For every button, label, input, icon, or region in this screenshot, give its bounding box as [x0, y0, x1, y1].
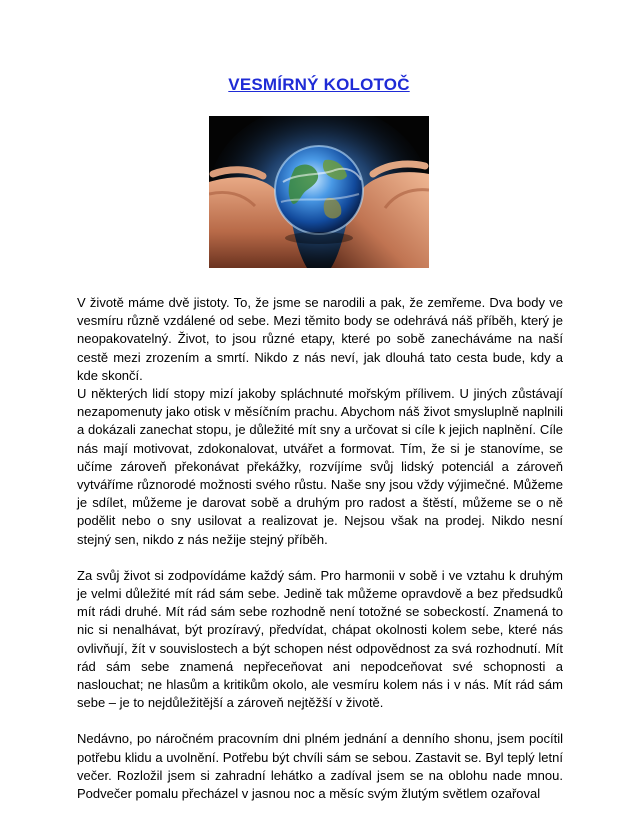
hands-holding-earth-image — [209, 116, 429, 268]
page-title: VESMÍRNÝ KOLOTOČ — [228, 75, 410, 94]
article-body — [77, 294, 563, 821]
paragraph: Za svůj život si zodpovídáme každý sám. Pro harmonii v sobě i ve vztahu k druhým je velmi důležité mít rád sám sebe. Jedině tak můžeme opravdově a bez předsudků mít rádi druhé. Mít rád sám sebe rozhodně není totožné se sobeckostí. Znamená to nic si nenalhávat, být prozíravý, předvídat, chápat okolnosti kolem sebe, které nás ovlivňují, žít v souvislostech a být schopen nést odpovědnost za svá rozhodnutí. Mít rád sám sebe znamená nepřeceňovat ani nepodceňovat své schopnosti a naslouchat; ne hlasům a kritikům okolo, ale vesmíru kolem nás i v nás. Mít rád sám sebe – je to nejdůležitější a zároveň nejtěžší v životě. — [77, 567, 563, 711]
earth-in-hands-illustration — [209, 116, 429, 268]
paragraph: Nedávno, po náročném pracovním dni plném jednání a denního shonu, jsem pocítil potřebu klidu a uvolnění. Potřebu být chvíli sám se sebou. Zastavit se. Byl teplý letní večer. Rozložil jsem si zahradní lehátko a zadíval jsem se na oblohu nade mnou. Podvečer pomalu přecházel v jasnou noc a měsíc svým žlutým světlem ozařoval — [77, 731, 563, 802]
paragraph: V životě máme dvě jistoty. To, že jsme se narodili a pak, že zemřeme. Dva body ve vesmíru různě vzdálené od sebe. Mezi těmito body se odehrává náš příběh, který je neopakovatelný. Život, to jsou různé etapy, které po sobě zanecháváme na naší cestě mezi zrozením a smrtí. Nikdo z nás neví, jak dlouhá tato cesta bude, kdy a kde skončí. — [77, 295, 563, 383]
paragraph: U některých lidí stopy mizí jakoby spláchnuté mořským přílivem. U jiných zůstávají nezapomenuty jako otisk v měsíčním prachu. Abychom náš život smysluplně naplnili a dokázali zanechat stopu, je důležité mít sny a určovat si cíle k jejich naplnění. Cíle nás mají motivovat, zdokonalovat, utvářet a formovat. Tím, že si je stanovíme, se učíme zároveň překonávat překážky, rozvíjíme svůj lidský potenciál a zároveň vytváříme různorodé možnosti svého růstu. Naše sny jsou vždy výjimečné. Můžeme je sdílet, můžeme je darovat sobě a druhým pro radost a štěstí, můžeme se o ně podělit nebo o sny usilovat a realizovat je. Nejsou však na prodej. Nikdo nesní stejný sen, nikdo z nás nežije stejný příběh. — [77, 386, 563, 547]
